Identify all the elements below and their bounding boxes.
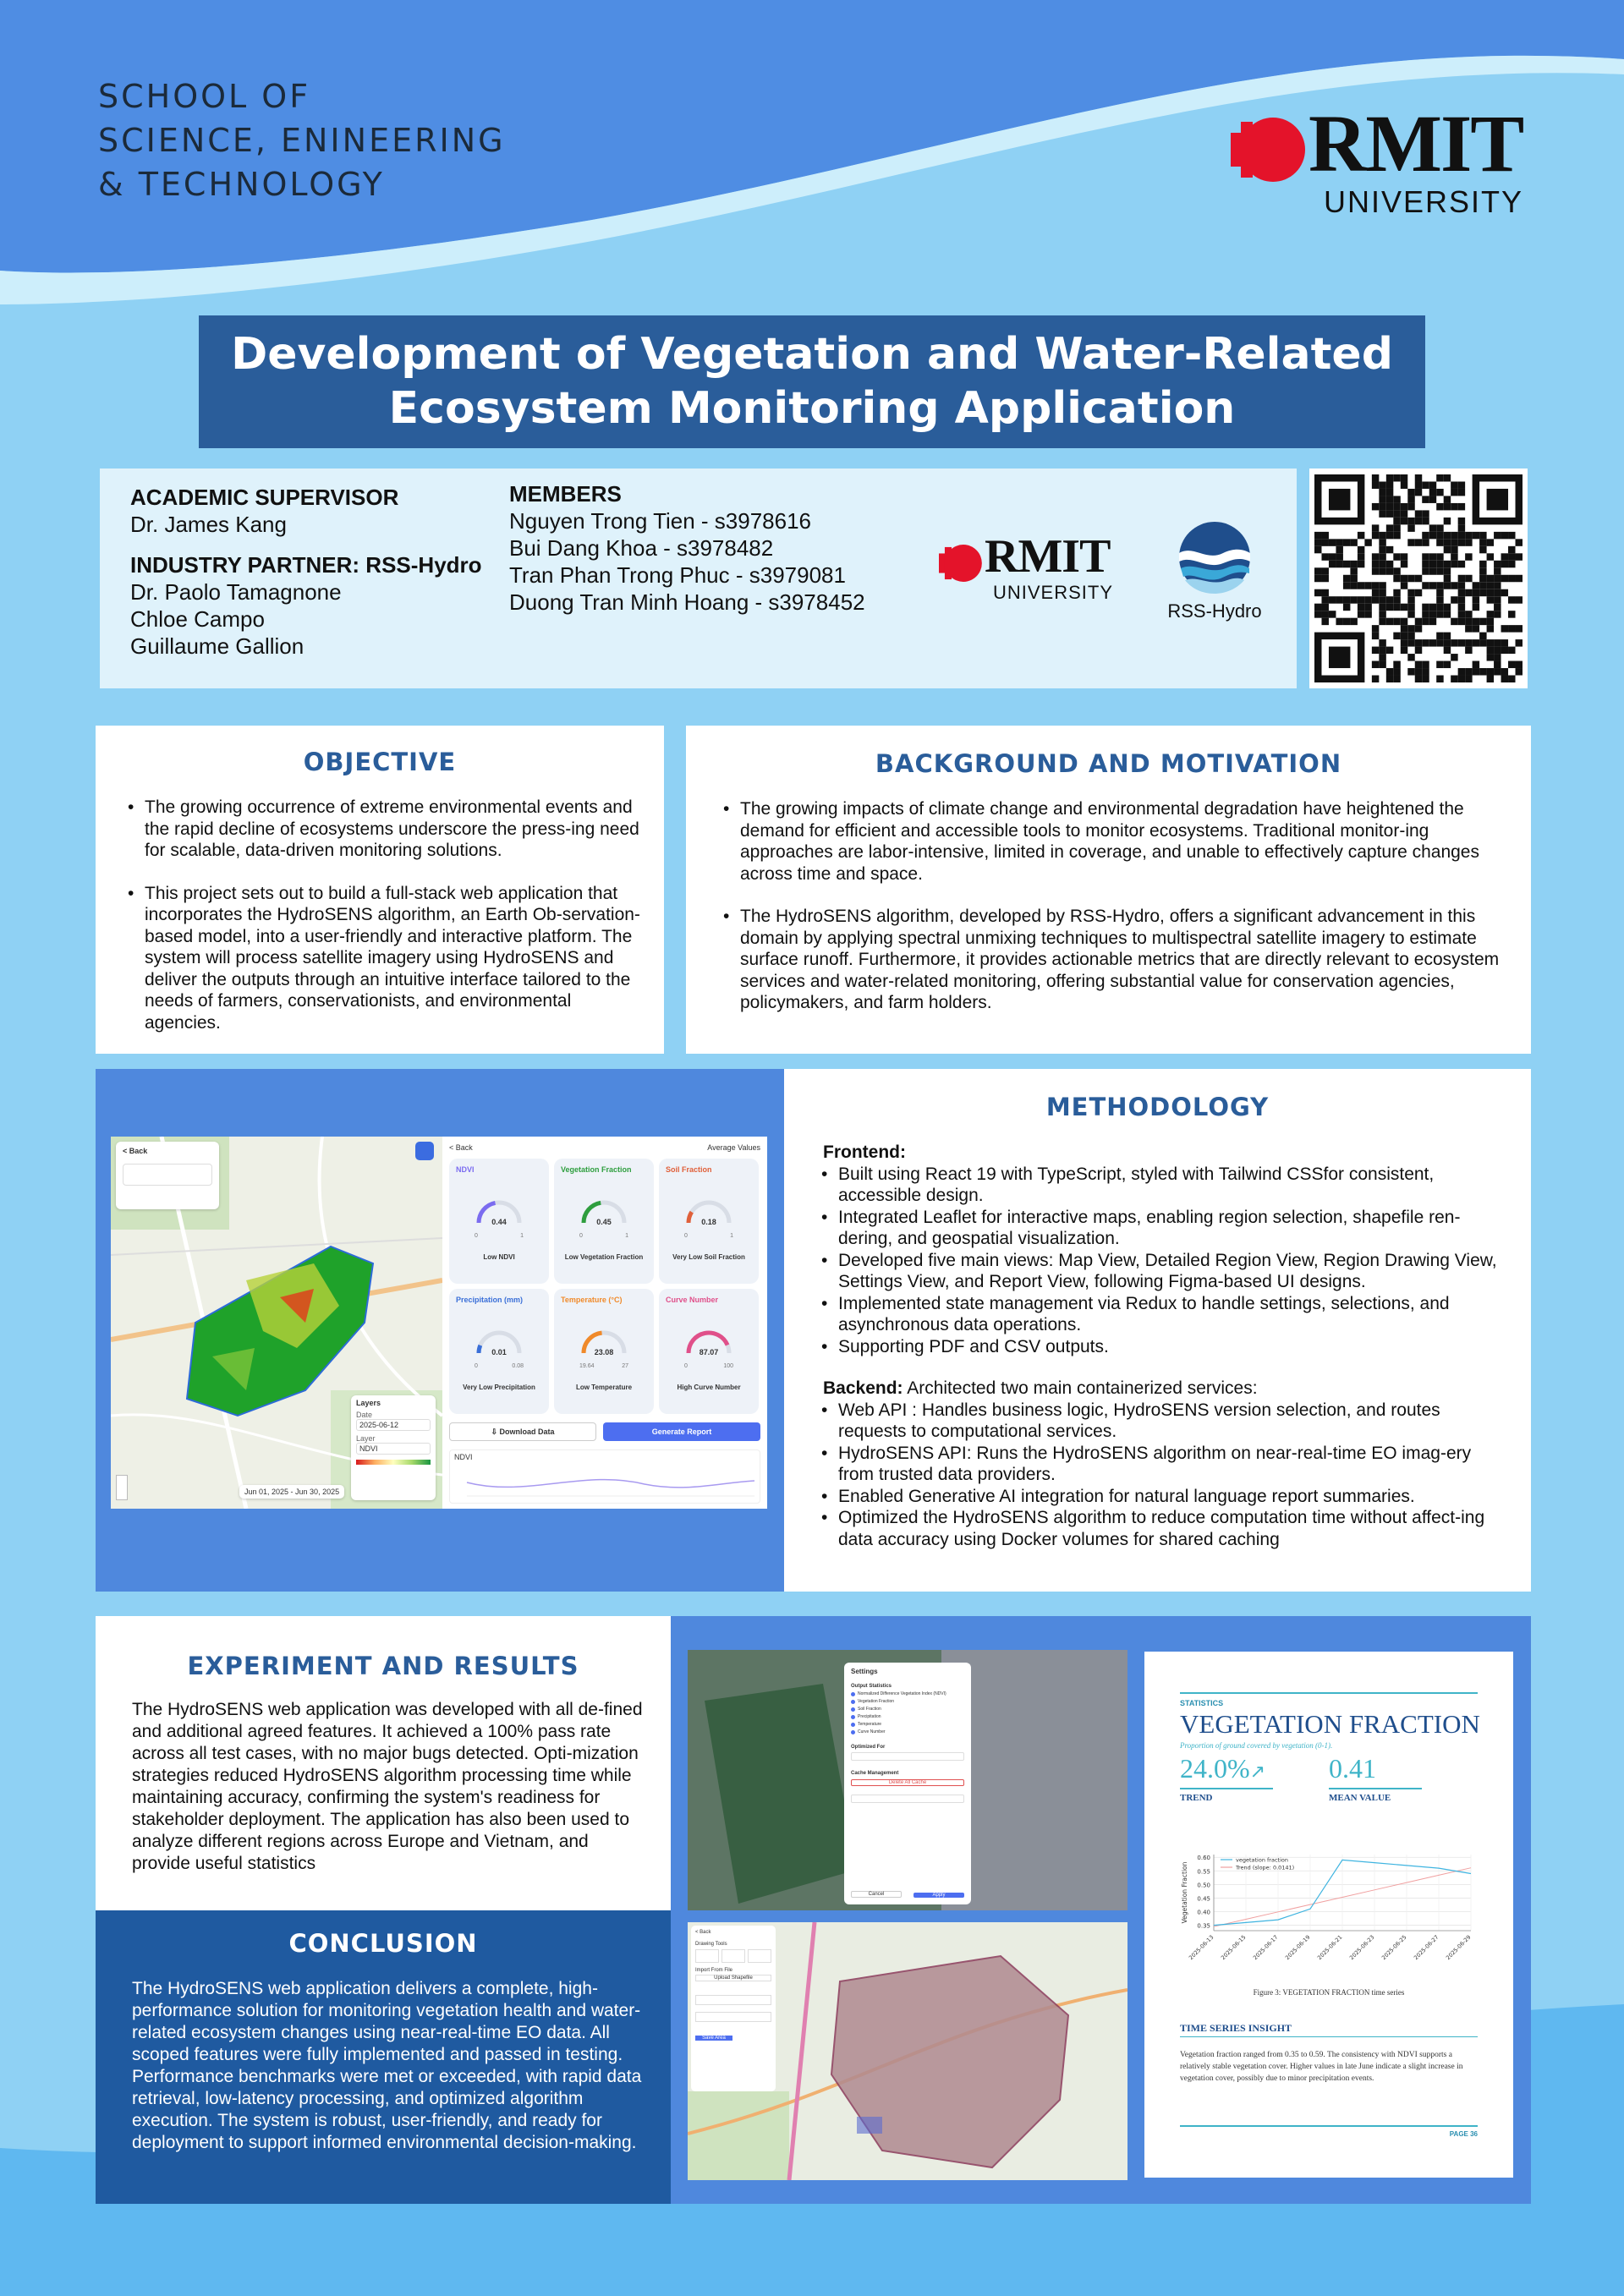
generate-report-button[interactable]: [603, 1422, 760, 1441]
average-values-label: Average Values: [707, 1143, 760, 1152]
stat-option[interactable]: [851, 1691, 964, 1696]
download-label: Download Data: [499, 1427, 555, 1436]
optimized-for-label: Optimized For: [851, 1745, 886, 1750]
metric-label: Soil Fraction: [666, 1165, 712, 1174]
checkbox-icon[interactable]: [851, 1723, 855, 1727]
figure-caption: Figure 3: VEGETATION FRACTION time series: [1253, 1988, 1405, 1997]
title-line-2: Ecosystem Monitoring Application: [388, 383, 1236, 434]
member-name: Bui Dang Khoa - s3978482: [509, 535, 774, 561]
metric-min: 19.64: [579, 1363, 595, 1369]
metric-label: Vegetation Fraction: [561, 1165, 632, 1174]
rss-hydro-logo: [1164, 519, 1265, 629]
stat-option-label: Vegetation Fraction: [858, 1699, 895, 1704]
metric-value: 0.44: [491, 1218, 507, 1226]
legend-label: vegetation fraction: [1236, 1856, 1288, 1864]
stat-option-label: Temperature: [858, 1722, 882, 1727]
frontend-item: • Built using React 19 with TypeScript, styled with Tailwind CSSfor consistent, accessible design.: [820, 1164, 1508, 1207]
frontend-item: • Developed five main views: Map View, Detailed Region View, Region Drawing View, Settings View, and Report View, following Figma-based UI designs.: [820, 1250, 1508, 1293]
x-tick-label: 2025-06-19: [1284, 1933, 1312, 1962]
metric-caption: Low Vegetation Fraction: [564, 1253, 644, 1261]
y-tick-label: 0.55: [1197, 1868, 1210, 1876]
metric-label: Temperature (°C): [561, 1296, 623, 1304]
metric-card[interactable]: [659, 1159, 759, 1284]
background-card: [686, 726, 1531, 1054]
x-tick-label: 2025-06-23: [1348, 1933, 1376, 1962]
results-image-panel: [671, 1616, 1531, 2204]
metric-value: 0.18: [701, 1218, 716, 1226]
date-range-chip[interactable]: Jun 01, 2025 - Jun 30, 2025: [239, 1485, 344, 1499]
checkbox-icon[interactable]: [851, 1700, 855, 1704]
metric-value: 87.07: [699, 1348, 719, 1356]
backend-item: • HydroSENS API: Runs the HydroSENS algorithm on near-real-time EO imag-ery from trusted data providers.: [820, 1443, 1508, 1486]
report-kicker: STATISTICS: [1180, 1699, 1224, 1707]
metric-label: Curve Number: [666, 1296, 719, 1304]
metric-card[interactable]: [554, 1159, 654, 1284]
cancel-button[interactable]: Cancel: [851, 1891, 902, 1898]
stat-option[interactable]: [851, 1729, 964, 1734]
checkbox-icon[interactable]: [851, 1715, 855, 1719]
ndvi-mini-chart: [449, 1449, 760, 1504]
import-label: Import From File: [695, 1968, 733, 1973]
metric-max: 1: [520, 1233, 524, 1239]
metric-label: NDVI: [456, 1165, 475, 1174]
metric-card[interactable]: [659, 1289, 759, 1414]
metric-value: 23.08: [594, 1348, 614, 1356]
rmit-wordmark: RMIT: [1309, 98, 1523, 189]
members-heading: MEMBERS: [509, 481, 622, 507]
layers-title: Layers: [356, 1399, 381, 1407]
partner-name: Guillaume Gallion: [130, 633, 304, 659]
objective-heading: OBJECTIVE: [303, 748, 457, 776]
layers-panel: [351, 1395, 436, 1500]
metric-max: 100: [723, 1363, 733, 1369]
date-label: Date: [356, 1411, 373, 1419]
metric-min: 0: [684, 1233, 688, 1239]
methodology-heading: METHODOLOGY: [1045, 1093, 1270, 1121]
x-tick-label: 2025-06-15: [1220, 1933, 1248, 1962]
circle-tool[interactable]: [748, 1949, 771, 1963]
rmit-university-text: UNIVERSITY: [1324, 184, 1524, 219]
backend-label: Backend:: [823, 1378, 903, 1398]
metric-value: 0.45: [596, 1218, 612, 1226]
frontend-item: • Integrated Leaflet for interactive maps, enabling region selection, shapefile ren-dering, and geospatial visualization.: [820, 1207, 1508, 1250]
backend-intro: Architected two main containerized services:: [903, 1378, 1258, 1398]
insight-text: Vegetation fraction ranged from 0.35 to 0.59. The consistency with NDVI supports a relatively stable vegetation cover. Higher values in late June indicate a slight increase in vegetation cover, possibly due to minor precipitation events.: [1180, 2051, 1463, 2083]
drawing-screenshot: [688, 1922, 1127, 2180]
conclusion-card: [96, 1910, 671, 2204]
polygon-tool[interactable]: [695, 1949, 719, 1963]
rss-hydro-icon: [1177, 519, 1253, 595]
rectangle-tool[interactable]: [721, 1949, 745, 1963]
member-name: Tran Phan Trong Phuc - s3979081: [509, 562, 846, 588]
metric-card[interactable]: [449, 1289, 549, 1414]
settings-dialog: [844, 1663, 971, 1904]
layer-select[interactable]: NDVI: [356, 1443, 431, 1455]
backend-item: • Enabled Generative AI integration for natural language report summaries.: [820, 1486, 1508, 1508]
objective-item: • This project sets out to build a full-stack web application that incorporates the HydroSENS algorithm, an Earth Ob-servation-based model, into a user-friendly and interactive platform. The system will process satellite imagery using HydroSENS and deliver the outputs through an intuitive interface tailored to the needs of farmers, conservationists, and environmental agencies.: [126, 883, 644, 1034]
backend-item: • Optimized the HydroSENS algorithm to reduce computation time without affect-ing data accuracy using Docker volumes for shared caching: [820, 1507, 1508, 1550]
rmit-logo: [1231, 98, 1535, 219]
report-title: VEGETATION FRACTION: [1180, 1709, 1480, 1739]
metric-label: Precipitation (mm): [456, 1296, 524, 1304]
partner-name: Dr. Paolo Tamagnone: [130, 579, 342, 605]
settings-title: Settings: [851, 1668, 878, 1675]
metric-caption: Very Low Soil Fraction: [672, 1253, 745, 1261]
apply-button[interactable]: Apply: [914, 1893, 964, 1898]
poster-title: [199, 315, 1425, 448]
methodology-image-panel: [96, 1069, 784, 1592]
rss-hydro-wordmark: RSS-Hydro: [1167, 600, 1262, 622]
metric-card[interactable]: [449, 1159, 549, 1284]
y-axis-label: Vegetation Fraction: [1181, 1861, 1188, 1924]
objective-card: [96, 726, 664, 1054]
experiment-card: [96, 1616, 671, 1910]
checkbox-icon[interactable]: [851, 1692, 855, 1696]
stat-option[interactable]: [851, 1722, 964, 1727]
drawing-panel: [691, 1926, 776, 2091]
mean-value: 0.41: [1329, 1753, 1376, 1784]
x-tick-label: 2025-06-29: [1445, 1933, 1473, 1962]
download-button[interactable]: ⇩ Download Data: [449, 1422, 596, 1441]
legend-label: Trend (slope: 0.0141): [1236, 1864, 1295, 1871]
metric-value: 0.01: [491, 1348, 507, 1356]
x-tick-label: 2025-06-13: [1188, 1933, 1215, 1962]
y-tick-label: 0.45: [1197, 1895, 1210, 1903]
mean-stat: [1329, 1753, 1422, 1803]
drawing-back[interactable]: < Back: [695, 1930, 711, 1935]
settings-fab[interactable]: [415, 1142, 434, 1160]
supervisor-heading: ACADEMIC SUPERVISOR: [130, 485, 399, 510]
stat-option-label: Precipitation: [858, 1714, 881, 1719]
rmit-wordmark: RMIT: [985, 530, 1111, 583]
metric-min: 0: [475, 1233, 478, 1239]
metric-caption: Very Low Precipitation: [463, 1384, 535, 1391]
metric-card[interactable]: [554, 1289, 654, 1414]
generate-label: Generate Report: [651, 1427, 712, 1436]
supervisor-name: Dr. James Kang: [130, 512, 287, 537]
member-name: Nguyen Trong Tien - s3978616: [509, 508, 812, 534]
rmit-logo-small: [939, 530, 1133, 612]
settings-screenshot: [688, 1650, 1127, 1910]
background-heading: BACKGROUND AND MOTIVATION: [875, 749, 1342, 778]
back-link[interactable]: < Back: [449, 1143, 473, 1152]
report-page: [1144, 1652, 1513, 2178]
zoom-control[interactable]: [116, 1475, 128, 1500]
stat-option[interactable]: [851, 1707, 964, 1712]
background-item: • The HydroSENS algorithm, developed by RSS-Hydro, offers a significant advancement in this domain by applying spectral unmixing techniques to multispectral satellite imagery to estimate surface runoff. Furthermore, it provides actionable metrics that are directly relevant to ecosystem services and water-related monitoring, offering substantial value for conservation agencies, policymakers, and farm holders.: [721, 906, 1500, 1014]
title-line-1: Development of Vegetation and Water-Related: [231, 329, 1393, 380]
partner-heading: INDUSTRY PARTNER: RSS-Hydro: [130, 552, 482, 578]
objective-item: • The growing occurrence of extreme environmental events and the rapid decline of ecosystems underscore the press-ing need for scalable, data-driven monitoring solutions.: [126, 797, 644, 862]
metric-min: 0: [475, 1363, 478, 1369]
checkbox-icon[interactable]: [851, 1707, 855, 1712]
team-info-box: [100, 469, 1297, 688]
page-number: PAGE 36: [1449, 2130, 1478, 2138]
x-tick-label: 2025-06-25: [1380, 1933, 1408, 1962]
metric-caption: High Curve Number: [677, 1384, 741, 1391]
ndvi-mini-line: [450, 1464, 760, 1501]
x-tick-label: 2025-06-21: [1316, 1933, 1344, 1962]
ndvi-chart-label: NDVI: [454, 1453, 473, 1461]
experiment-text: The HydroSENS web application was developed with all de-fined and additional agreed features. It achieved a 100% pass rate across all test cases, with no major bugs detected. Opti-mization strategies reduced HydroSENS algorithm processing time while maintaining accuracy, confirming the system's readiness for stakeholder deployment. The application has also been used to analyze different regions across Europe and Vietnam, and provide useful statistics: [132, 1700, 643, 1873]
frontend-label: Frontend:: [823, 1143, 906, 1162]
school-name: SCHOOL OF SCIENCE, ENINEERING & TECHNOLOGY: [98, 78, 506, 203]
delete-cache-button[interactable]: Delete All Cache: [851, 1779, 964, 1786]
checkbox-icon[interactable]: [851, 1730, 855, 1734]
date-select[interactable]: 2025-06-12: [356, 1419, 431, 1431]
detail-panel: [442, 1137, 767, 1509]
layer-label: Layer: [356, 1434, 376, 1443]
backend-item: • Web API : Handles business logic, HydroSENS version selection, and routes requests to computational services.: [820, 1400, 1508, 1443]
stat-option-label: Soil Fraction: [858, 1707, 881, 1712]
region-list-panel: [116, 1142, 219, 1209]
mean-label: MEAN VALUE: [1329, 1793, 1391, 1803]
rmit-pixel-icon: [939, 541, 983, 585]
drawing-tools-label: Drawing Tools: [695, 1942, 727, 1947]
metric-min: 0: [579, 1233, 583, 1239]
stat-option[interactable]: [851, 1699, 964, 1704]
rmit-pixel-icon: [1231, 112, 1307, 188]
upload-shapefile-button[interactable]: Upload Shapefile: [695, 1975, 771, 1981]
trend-label: TREND: [1180, 1793, 1213, 1803]
rmit-university-text: UNIVERSITY: [993, 582, 1114, 603]
trend-stat: [1180, 1753, 1273, 1803]
metric-max: 0.08: [512, 1363, 524, 1369]
y-tick-label: 0.60: [1197, 1855, 1210, 1862]
stat-option-label: Normalized Difference Vegetation Index (NDVI): [858, 1691, 946, 1696]
conclusion-heading: CONCLUSION: [288, 1929, 478, 1958]
ndvi-legend-bar: [356, 1460, 431, 1465]
stat-option[interactable]: [851, 1714, 964, 1719]
frontend-item: • Supporting PDF and CSV outputs.: [820, 1336, 1508, 1358]
save-area-button[interactable]: Save Area: [695, 2036, 732, 2041]
metric-max: 1: [730, 1233, 733, 1239]
methodology-card: [784, 1069, 1531, 1592]
insight-heading: TIME SERIES INSIGHT: [1180, 2022, 1292, 2034]
qr-code: [1309, 469, 1528, 688]
map-view: [111, 1137, 442, 1509]
y-tick-label: 0.50: [1197, 1882, 1210, 1889]
qr-code-image: [1314, 474, 1522, 682]
experiment-heading: EXPERIMENT AND RESULTS: [187, 1652, 579, 1680]
y-tick-label: 0.40: [1197, 1909, 1210, 1916]
conclusion-text: The HydroSENS web application delivers a complete, high-performance solution for monitoring vegetation health and water-related ecosystem changes using near-real-time EO data. All scoped features were fully implemented and passed in testing. Performance benchmarks were met or exceeded, with rapid data retrieval, low-latency processing, and optimized algorithm execution. The system is robust, user-friendly, and ready for deployment to support informed environmental decision-making.: [132, 1979, 642, 2152]
x-tick-label: 2025-06-17: [1252, 1933, 1280, 1962]
metric-caption: Low Temperature: [575, 1384, 633, 1391]
partner-name: Chloe Campo: [130, 606, 265, 632]
background-item: • The growing impacts of climate change and environmental degradation have heightened the demand for efficient and accessible tools to monitor ecosystems. Traditional monitor-ing approaches are labor-intensive, limited in coverage, and unable to effectively capture changes across time and space.: [721, 798, 1500, 885]
report-subtitle: Proportion of ground covered by vegetation (0-1).: [1180, 1741, 1333, 1750]
metric-min: 0: [684, 1363, 688, 1369]
y-tick-label: 0.35: [1197, 1922, 1210, 1930]
vegetation-fraction-chart: [1178, 1843, 1479, 1970]
output-stats-label: Output Statistics: [851, 1684, 892, 1689]
trend-up-icon: ↗: [1249, 1761, 1266, 1782]
app-screenshot: [111, 1137, 767, 1509]
back-button[interactable]: < Back: [123, 1147, 148, 1155]
frontend-item: • Implemented state management via Redux to handle settings, selections, and asynchronous data operations.: [820, 1293, 1508, 1336]
trend-value: 24.0%: [1180, 1753, 1250, 1784]
stat-option-label: Curve Number: [858, 1729, 886, 1734]
metric-max: 27: [622, 1363, 628, 1369]
cache-label: Cache Management: [851, 1771, 899, 1776]
metric-caption: Low NDVI: [483, 1253, 515, 1261]
x-tick-label: 2025-06-27: [1413, 1933, 1440, 1962]
member-name: Duong Tran Minh Hoang - s3978452: [509, 589, 865, 615]
metric-max: 1: [625, 1233, 628, 1239]
